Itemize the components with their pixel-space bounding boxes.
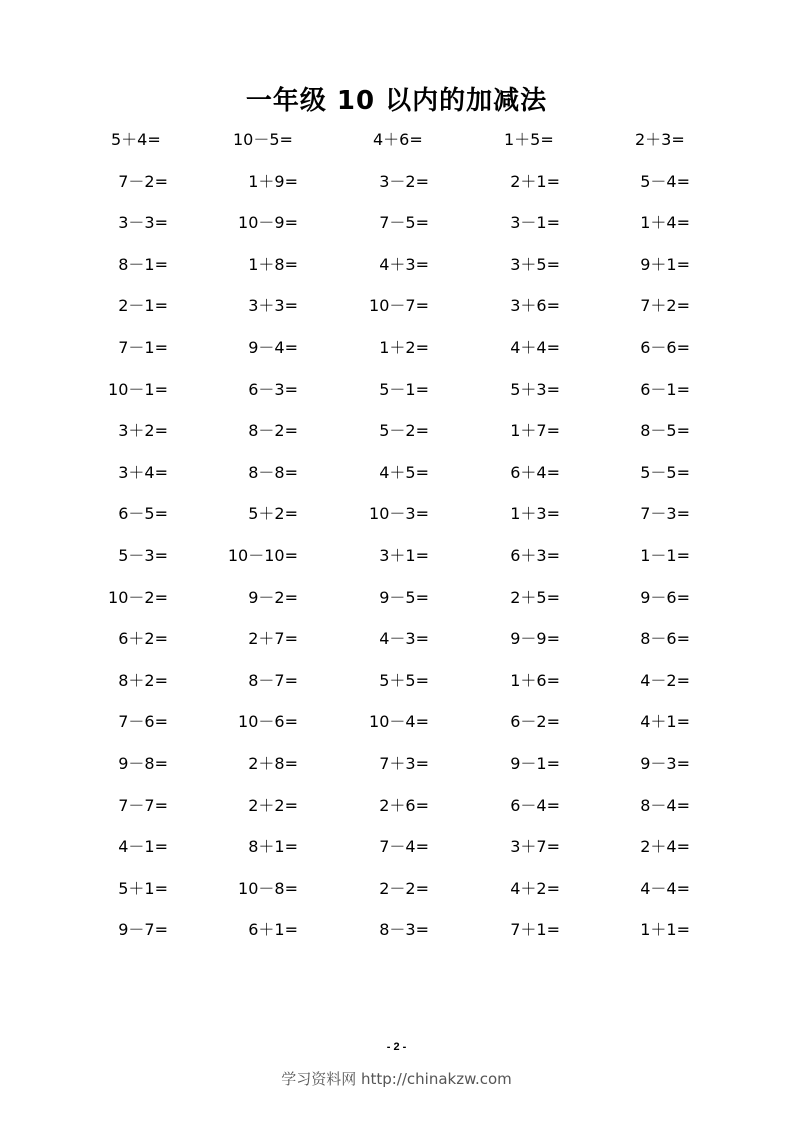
math-problem: 7－6= xyxy=(118,712,168,732)
problem-row xyxy=(0,378,793,402)
math-problem: 2＋1= xyxy=(510,171,560,191)
math-problem: 8－3= xyxy=(379,920,429,940)
math-problem: 3＋6= xyxy=(510,296,560,316)
math-problem: 7－4= xyxy=(379,837,429,857)
math-problem: 3＋2= xyxy=(118,421,168,441)
problem-row xyxy=(0,752,793,776)
problem-row xyxy=(0,211,793,235)
math-problem: 5＋1= xyxy=(118,878,168,898)
math-problem: 10－6= xyxy=(238,712,298,732)
math-problem: 9－4= xyxy=(248,338,298,357)
problem-row xyxy=(0,544,793,568)
math-problem: 4＋3= xyxy=(379,254,429,274)
math-problem: 7－3= xyxy=(640,504,690,524)
math-problem: 10－5= xyxy=(233,130,293,149)
math-problem: 1＋1= xyxy=(640,920,690,940)
math-problem: 1＋7= xyxy=(510,421,560,441)
problem-row xyxy=(0,710,793,734)
math-problem: 8－7= xyxy=(248,670,298,690)
math-problem: 4－4= xyxy=(640,878,690,898)
math-problem: 9－3= xyxy=(640,754,690,773)
math-problem: 6－1= xyxy=(640,379,690,399)
problem-row xyxy=(0,128,793,152)
problem-row xyxy=(0,294,793,318)
problem-row xyxy=(0,794,793,818)
math-problem: 5＋4= xyxy=(111,130,161,149)
math-problem: 10－9= xyxy=(238,213,298,233)
math-problem: 10－1= xyxy=(108,379,168,399)
math-problem: 5－2= xyxy=(379,421,429,441)
math-problem: 10－7= xyxy=(369,296,429,316)
problem-row xyxy=(0,253,793,277)
problem-row xyxy=(0,627,793,651)
math-problem: 1＋4= xyxy=(640,213,690,233)
footer-watermark: 学习资料网 http://chinakzw.com xyxy=(281,1070,512,1088)
math-problem: 8－2= xyxy=(248,421,298,441)
math-problem: 1＋8= xyxy=(248,254,298,274)
math-problem: 7－2= xyxy=(118,171,168,191)
math-problem: 4＋5= xyxy=(379,462,429,482)
page-number: - 2 - xyxy=(386,1041,407,1053)
math-problem: 9－1= xyxy=(510,754,560,773)
math-problem: 8－6= xyxy=(640,629,690,649)
math-problem: 7－5= xyxy=(379,213,429,233)
math-problem: 4＋1= xyxy=(640,712,690,732)
math-problem: 8－8= xyxy=(248,462,298,482)
math-problem: 5＋3= xyxy=(510,379,560,399)
math-problem: 6－6= xyxy=(640,338,690,357)
problem-row xyxy=(0,918,793,942)
math-problem: 9－7= xyxy=(118,920,168,940)
math-problem: 2＋8= xyxy=(248,754,298,773)
math-problem: 4－1= xyxy=(118,837,168,857)
math-problem: 7－7= xyxy=(118,795,168,815)
math-problem: 5－4= xyxy=(640,171,690,191)
math-problem: 6－5= xyxy=(118,504,168,524)
math-problem: 6－2= xyxy=(510,712,560,732)
math-problem: 8＋1= xyxy=(248,837,298,857)
math-problem: 2＋2= xyxy=(248,795,298,815)
math-problem: 5－5= xyxy=(640,462,690,482)
math-problem: 5－3= xyxy=(118,546,168,565)
problem-row xyxy=(0,669,793,693)
math-problem: 2＋4= xyxy=(640,837,690,857)
math-problem: 2＋6= xyxy=(379,795,429,815)
math-problem: 1＋5= xyxy=(504,130,554,149)
math-problem: 3＋3= xyxy=(248,296,298,316)
math-problem: 4＋6= xyxy=(373,130,423,149)
problem-row xyxy=(0,170,793,194)
math-problem: 6＋2= xyxy=(118,629,168,649)
math-problem: 5－1= xyxy=(379,379,429,399)
math-problem: 2＋5= xyxy=(510,587,560,607)
math-problem: 7＋2= xyxy=(640,296,690,316)
math-problem: 9－8= xyxy=(118,754,168,773)
math-problem: 5＋5= xyxy=(379,670,429,690)
math-problem: 1＋9= xyxy=(248,171,298,191)
math-problem: 10－3= xyxy=(369,504,429,524)
problem-row xyxy=(0,502,793,526)
math-problem: 2－2= xyxy=(379,878,429,898)
math-problem: 3＋4= xyxy=(118,462,168,482)
math-problem: 6－3= xyxy=(248,379,298,399)
math-problem: 5＋2= xyxy=(248,504,298,524)
math-problem: 7＋1= xyxy=(510,920,560,940)
math-problem: 1－1= xyxy=(640,546,690,565)
problem-row xyxy=(0,877,793,901)
math-problem: 6＋3= xyxy=(510,546,560,565)
math-problem: 9－9= xyxy=(510,629,560,649)
math-problem: 1＋2= xyxy=(379,338,429,357)
math-problem: 4－2= xyxy=(640,670,690,690)
math-problem: 9－6= xyxy=(640,587,690,607)
math-problem: 7＋3= xyxy=(379,754,429,773)
math-problem: 4－3= xyxy=(379,629,429,649)
math-problem: 1＋6= xyxy=(510,670,560,690)
math-problem: 9＋1= xyxy=(640,254,690,274)
page-title: 一年级 10 以内的加减法 xyxy=(245,86,548,116)
math-problem: 6－4= xyxy=(510,795,560,815)
math-problem: 3－2= xyxy=(379,171,429,191)
math-problem: 3＋5= xyxy=(510,254,560,274)
math-problem: 9－5= xyxy=(379,587,429,607)
problem-row xyxy=(0,586,793,610)
math-problem: 10－4= xyxy=(369,712,429,732)
math-problem: 2＋7= xyxy=(248,629,298,649)
math-problem: 3－3= xyxy=(118,213,168,233)
math-problem: 6＋1= xyxy=(248,920,298,940)
math-problem: 6＋4= xyxy=(510,462,560,482)
math-problem: 3＋7= xyxy=(510,837,560,857)
math-problem: 7－1= xyxy=(118,338,168,357)
problem-row xyxy=(0,835,793,859)
math-problem: 4＋4= xyxy=(510,338,560,357)
math-problem: 1＋3= xyxy=(510,504,560,524)
problem-row xyxy=(0,336,793,360)
math-problem: 8－4= xyxy=(640,795,690,815)
math-problem: 3＋1= xyxy=(379,546,429,565)
math-problem: 10－10= xyxy=(227,546,298,565)
problem-row xyxy=(0,461,793,485)
math-problem: 8－5= xyxy=(640,421,690,441)
math-problem: 10－8= xyxy=(238,878,298,898)
math-problem: 2－1= xyxy=(118,296,168,316)
math-problem: 8＋2= xyxy=(118,670,168,690)
problem-row xyxy=(0,419,793,443)
math-problem: 4＋2= xyxy=(510,878,560,898)
math-problem: 2＋3= xyxy=(635,130,685,149)
math-problem: 3－1= xyxy=(510,213,560,233)
math-problem: 9－2= xyxy=(248,587,298,607)
math-problem: 10－2= xyxy=(108,587,168,607)
math-problem: 8－1= xyxy=(118,254,168,274)
